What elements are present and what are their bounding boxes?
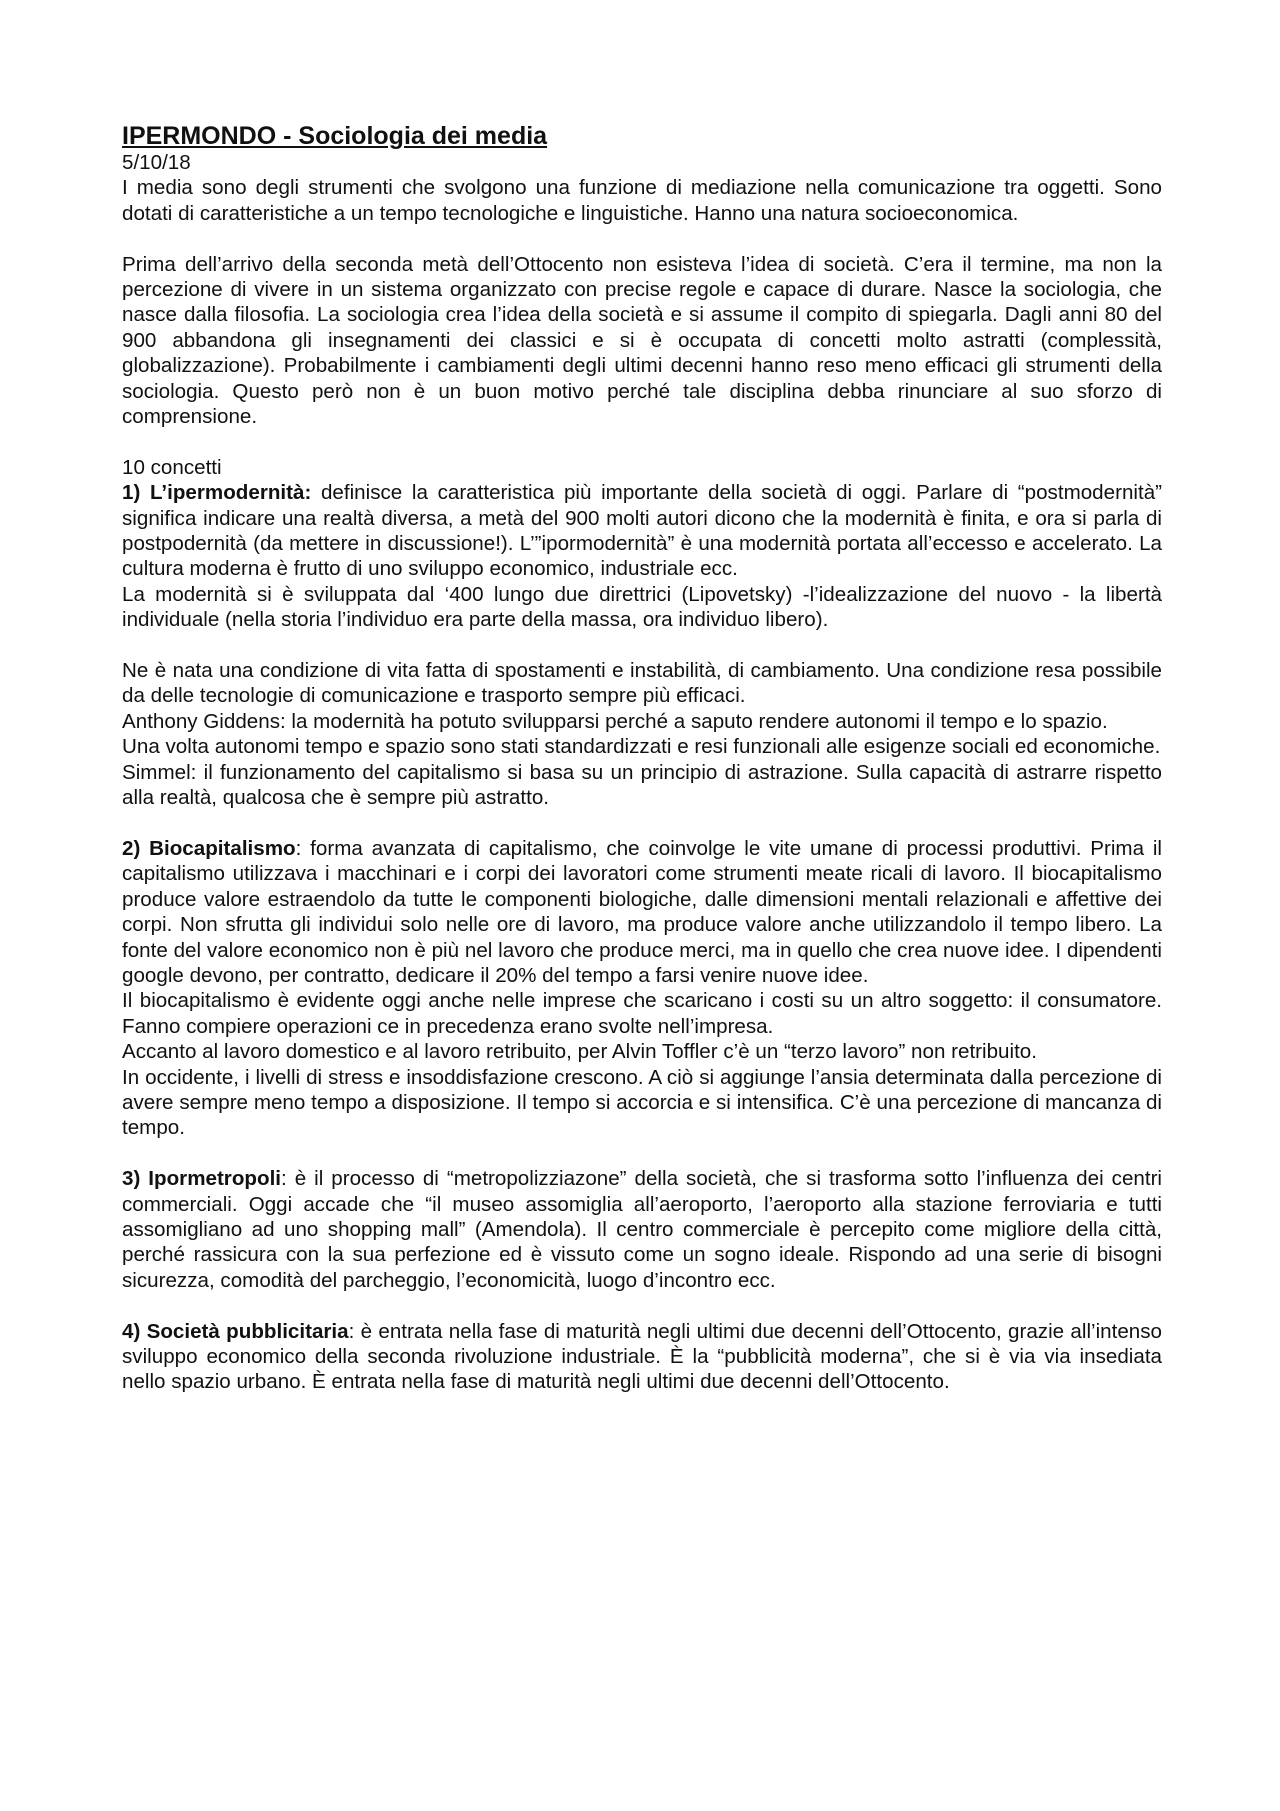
concept-2-stress: In occidente, i livelli di stress e insoddisfazione crescono. A ciò si aggiunge l’ansia determinata dalla percezione di avere sempre meno tempo a disposizione. Il tempo si accorcia e si intensifica. C’è una percezione di mancanza di tempo. <box>122 1065 1162 1140</box>
concept-1-directions: La modernità si è sviluppata dal ‘400 lungo due direttrici (Lipovetsky) -l’idealizzazione del nuovo - la libertà individuale (nella storia l’individuo era parte della massa, ora individuo libero). <box>122 582 1162 632</box>
spacer <box>122 226 1162 251</box>
concept-3-paragraph <box>122 1166 1162 1293</box>
concept-1-condition: Ne è nata una condizione di vita fatta di spostamenti e instabilità, di cambiamento. Una condizione resa possibile da delle tecnologie di comunicazione e trasporto sempre più efficaci. <box>122 659 1162 708</box>
concept-1-standardization: Una volta autonomi tempo e spazio sono stati standardizzati e resi funzionali alle esigenze sociali ed economiche. <box>122 735 1161 759</box>
concept-1-text: definisce la caratteristica più importante della società di oggi. Parlare di “postmodernità” significa indicare una realtà diversa, a metà del 900 molti autori dicono che la modernità è finita, e ora si parla di postpodernità (da mettere in discussione!). L’”ipormodernità” è una modernità portata all’eccesso e accelerato. La cultura moderna è frutto di uno sviluppo economico, industriale ecc. <box>122 481 1163 581</box>
concept-3-text: : è il processo di “metropolizziazone” della società, che si trasforma sotto l’influenza dei centri commerciali. Oggi accade che “il museo assomiglia all’aeroporto, l’aeroporto alla stazione ferroviaria e tutti assomigliano ad uno shopping mall” (Amendola). Il centro commerciale è percepito come migliore della città, perché rassicura con la sua perfezione ed è vissuto come un sogno ideale. Rispondo ad una serie di bisogni sicurezza, comodità del parcheggio, l’economicità, luogo d’incontro ecc. <box>122 1167 1163 1292</box>
concept-2-paragraph <box>122 836 1162 988</box>
concept-2-toffler: Accanto al lavoro domestico e al lavoro retribuito, per Alvin Toffler c’è un “terzo lavoro” non retribuito. <box>122 1040 1037 1064</box>
concept-4-paragraph <box>122 1319 1162 1395</box>
concept-4-label: 4) Società pubblicitaria <box>122 1319 349 1343</box>
document-title: IPERMONDO - Sociologia dei media <box>122 122 548 150</box>
concept-1-simmel: Simmel: il funzionamento del capitalismo si basa su un principio di astrazione. Sulla capacità di astrarre rispetto alla realtà, qualcosa che è sempre più astratto. <box>122 760 1162 810</box>
spacer <box>122 1141 1162 1166</box>
concept-3-label: 3) Ipormetropoli <box>122 1167 282 1191</box>
concept-2-consumer: Il biocapitalismo è evidente oggi anche nelle imprese che scaricano i costi su un altro soggetto: il consumatore. Fanno compiere operazioni ce in precedenza erano svolte nell’impresa. <box>122 989 1162 1038</box>
spacer <box>122 811 1162 836</box>
intro-paragraph: I media sono degli strumenti che svolgono una funzione di mediazione nella comunicazione tra oggetti. Sono dotati di caratteristiche a un tempo tecnologiche e linguistiche. Hanno una natura socioeconomica. <box>122 176 1162 225</box>
concept-2-label: 2) Biocapitalismo <box>122 836 296 860</box>
document-date: 5/10/18 <box>122 151 191 174</box>
concept-2-text: : forma avanzata di capitalismo, che coinvolge le vite umane di processi produttivi. Prima il capitalismo utilizzava i macchinari e i corpi dei lavoratori come strumenti meate ricali di lavoro. Il biocapitalismo produce valore estraendolo da tutte le componenti biologiche, dalle dimensioni mentali relazionali e affettive dei corpi. Non sfrutta gli individui solo nelle ore di lavoro, ma produce valore anche utilizzandolo il tempo libero. La fonte del valore economico non è più nel lavoro che produce merci, ma in quello che crea nuove idee. I dipendenti google devono, per contratto, dedicare il 20% del tempo a farsi venire nuove idee. <box>122 836 1162 987</box>
concept-4-text: : è entrata nella fase di maturità negli ultimi due decenni dell’Ottocento, grazie all’intenso sviluppo economico della seconda rivoluzione industriale. È la “pubblicità moderna”, che si è via via insediata nello spazio urbano. È entrata nella fase di maturità negli ultimi due decenni dell’Ottocento. <box>122 1319 1162 1394</box>
concept-1-paragraph <box>122 480 1162 582</box>
concepts-heading: 10 concetti <box>122 455 222 479</box>
document-page <box>122 122 1162 1395</box>
spacer <box>122 1293 1162 1318</box>
spacer <box>122 633 1162 658</box>
concept-1-giddens: Anthony Giddens: la modernità ha potuto svilupparsi perché a saputo rendere autonomi il tempo e lo spazio. <box>122 709 1108 733</box>
spacer <box>122 429 1162 454</box>
society-paragraph: Prima dell’arrivo della seconda metà dell’Ottocento non esisteva l’idea di società. C’era il termine, ma non la percezione di vivere in un sistema organizzato con precise regole e capace di durare. Nasce la sociologia, che nasce dalla filosofia. La sociologia crea l’idea della società e si assume il compito di spiegarla. Dagli anni 80 del 900 abbandona gli insegnamenti dei classici e si è occupata di concetti molto astratti (complessità, globalizzazione). Probabilmente i cambiamenti degli ultimi decenni hanno reso meno efficaci gli strumenti della sociologia. Questo però non è un buon motivo perché tale disciplina debba rinunciare al suo sforzo di comprensione. <box>122 252 1162 429</box>
concept-1-label: 1) L’ipermodernità: <box>122 481 312 505</box>
